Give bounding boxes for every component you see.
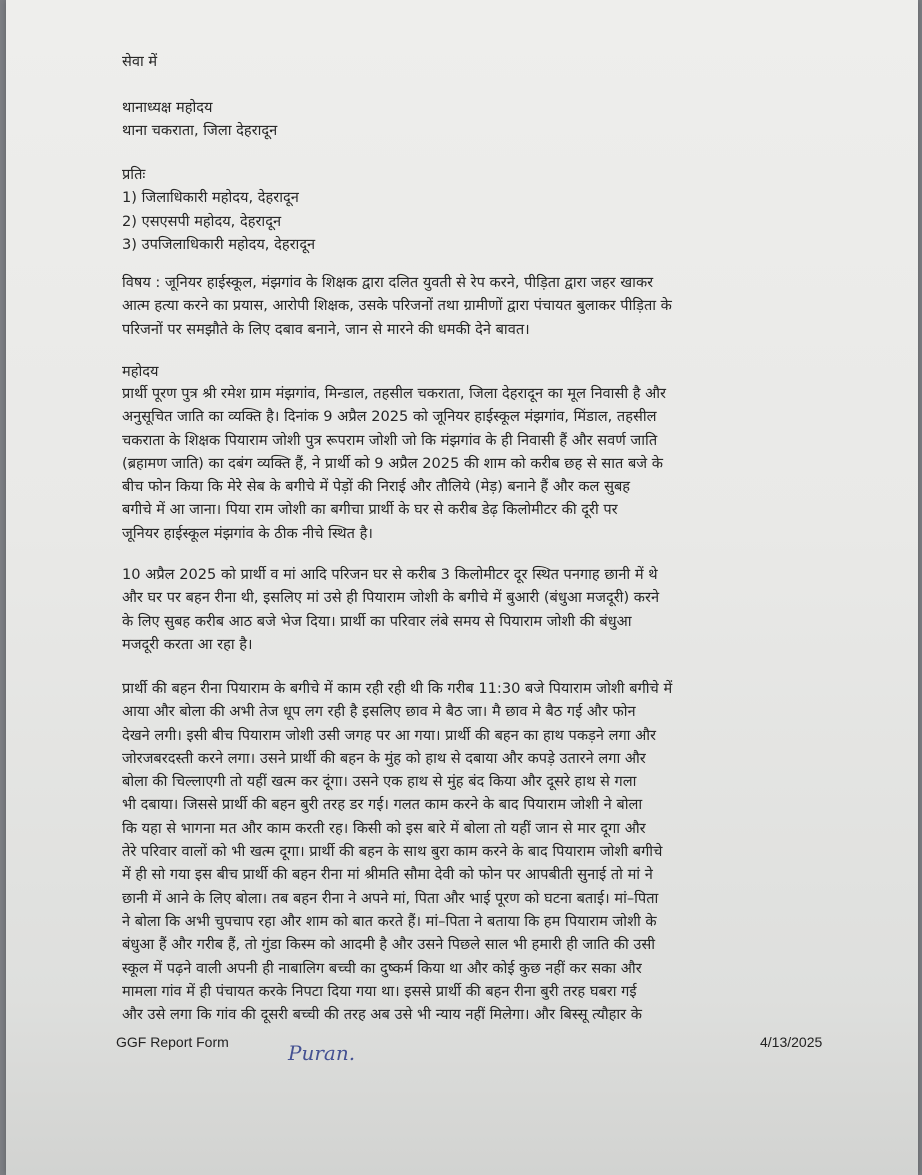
paragraph-line: में ही सो गया इस बीच प्रार्थी की बहन रीना मां श्रीमति सौमा देवी को फोन पर आपबीती सुनाई तो मां ने <box>122 866 653 884</box>
paragraph-line: जूनियर हाईस्कूल मंझगांव के ठीक नीचे स्थित है। <box>122 524 373 542</box>
paragraph-line: अनुसूचित जाति का व्यक्ति है। दिनांक 9 अप्रैल 2025 को जूनियर हाईस्कूल मंझगांव, मिंडाल, तहसील <box>122 408 657 426</box>
paragraph-line: मजदूरी करता आ रहा है। <box>122 635 253 653</box>
paragraph-line: के लिए सुबह करीब आठ बजे भेज दिया। प्रार्थी का परिवार लंबे समय से पियाराम जोशी की बंधुआ <box>122 612 632 630</box>
paragraph-line: आया और बोला की अभी तेज धूप लग रही है इसलिए छाव मे बैठ जा। मै छाव मे बैठ गई और फोन <box>122 703 636 721</box>
copy-to-list <box>122 163 315 256</box>
salutation-text: महोदय <box>122 363 159 380</box>
footer-date: 4/13/2025 <box>760 1034 823 1050</box>
paragraph-line: कि यहा से भागना मत और काम करती रह। किसी को इस बारे में बोला तो यहीं जान से मार दूगा और <box>122 819 646 837</box>
paragraph-line: देखने लगी। इसी बीच पियाराम जोशी उसी जगह पर आ गया। प्रार्थी की बहन का हाथ पकड़ने लगा और <box>122 726 656 744</box>
paragraph-line: और उसे लगा कि गांव की दूसरी बच्ची की तरह अब उसे भी न्याय नहीं मिलेगा। और बिस्सू त्यौहार के <box>122 1006 642 1024</box>
paragraph-line: जोरजबरदस्ती करने लगा। उसने प्रार्थी की बहन के मुंह को हाथ से दबाया और कपड़े उतारने लगा और <box>122 749 646 767</box>
officer-title: थानाध्यक्ष महोदय <box>122 99 213 116</box>
paragraph-line: बंधुआ हैं और गरीब हैं, तो गुंडा किस्म को आदमी है और उसने पिछले साल भी हमारी ही जाति की उसी <box>122 936 656 954</box>
letter-page <box>6 0 918 1175</box>
salutation <box>122 360 158 383</box>
paragraph-line: तेरे परिवार वालों को भी खत्म दूगा। प्रार्थी की बहन के साथ बुरा काम करने के बाद पियाराम जोशी बगीचे <box>122 843 663 861</box>
paragraph-line: और घर पर बहन रीना थी, इसलिए मां उसे ही पियाराम जोशी के बगीचे में बुआरी (बंधुआ मजदूरी) करने <box>122 589 660 607</box>
paragraph-line: स्कूल में पढ़ने वाली अपनी ही नाबालिग बच्ची का दुष्कर्म किया था और कोई कुछ नहीं कर सका और <box>122 959 642 977</box>
copy-recipient: 2) एसएसपी महोदय, देहरादून <box>122 212 282 230</box>
paragraph-line: छानी में आने के लिए बोला। तब बहन रीना ने अपने मां, पिता और भाई पूरण को घटना बताई। मां–पिता <box>122 889 659 907</box>
officer-address <box>122 96 277 143</box>
paragraph-line: चकराता के शिक्षक पियाराम जोशी पुत्र रूपराम जोशी जो कि मंझगांव के ही निवासी हैं और सवर्ण जाति <box>122 431 658 449</box>
subject-line: विषय : जूनियर हाईस्कूल, मंझगांव के शिक्षक द्वारा दलित युवती से रेप करने, पीड़िता द्वारा जहर खाकर <box>122 274 654 291</box>
subject-line: आत्म हत्या करने का प्रयास, आरोपी शिक्षक, उसके परिजनों तथा ग्रामीणों द्वारा पंचायत बुलाकर पीड़िता के <box>122 297 672 315</box>
copy-recipient: 1) जिलाधिकारी महोदय, देहरादून <box>122 189 299 207</box>
seva-mein: सेवा में <box>122 53 158 70</box>
officer-station: थाना चकराता, जिला देहरादून <box>122 122 278 140</box>
footer-form-name: GGF Report Form <box>116 1034 229 1050</box>
body-paragraph-3 <box>122 677 672 1026</box>
subject-line: परिजनों पर समझौते के लिए दबाव बनाने, जान से मारने की धमकी देने बावत। <box>122 320 530 338</box>
subject-paragraph <box>122 271 672 341</box>
paragraph-line: (ब्रहामण जाति) का दबंग व्यक्ति हैं, ने प्रार्थी को 9 अप्रैल 2025 की शाम को करीब छह से सात बजे के <box>122 454 663 472</box>
copy-recipient: 3) उपजिलाधिकारी महोदय, देहरादून <box>122 235 316 253</box>
body-paragraph-1 <box>122 382 666 545</box>
paragraph-line: प्रार्थी पूरण पुत्र श्री रमेश ग्राम मंझगांव, मिन्डाल, तहसील चकराता, जिला देहरादून का मूल निवासी है और <box>122 385 667 402</box>
handwritten-signature: Puran. <box>288 1041 356 1065</box>
paragraph-line: 10 अप्रैल 2025 को प्रार्थी व मां आदि परिजन घर से करीब 3 किलोमीटर दूर स्थित पनगाह छानी में थे <box>122 566 658 583</box>
paragraph-line: प्रार्थी की बहन रीना पियाराम के बगीचे में काम रही रही थी कि गरीब 11:30 बजे पियाराम जोशी बगीचे में <box>122 680 673 697</box>
copy-label: प्रतिः <box>122 166 146 183</box>
paragraph-line: बोला की चिल्लाएगी तो यहीं खत्म कर दूंगा। उसने एक हाथ से मुंह बंद किया और दूसरे हाथ से गला <box>122 773 637 791</box>
paragraph-line: भी दबाया। जिससे प्रार्थी की बहन बुरी तरह डर गई। गलत काम करने के बाद पियाराम जोशी ने बोला <box>122 796 643 814</box>
paragraph-line: ने बोला कि अभी चुपचाप रहा और शाम को बात करते हैं। मां–पिता ने बताया कि हम पियाराम जोशी के <box>122 912 657 930</box>
paragraph-line: मामला गांव में ही पंचायत करके निपटा दिया गया था। इससे प्रार्थी की बहन रीना बुरी तरह घबरा गई <box>122 982 637 1000</box>
addressee-line <box>122 50 157 73</box>
body-paragraph-2 <box>122 563 659 656</box>
paragraph-line: बीच फोन किया कि मेरे सेब के बगीचे में पेड़ों की निराई और तौलिये (मेड़) बनाने हैं और कल सुबह <box>122 478 631 496</box>
paragraph-line: बगीचे में आ जाना। पिया राम जोशी का बगीचा प्रार्थी के घर से करीब डेढ़ किलोमीटर की दूरी पर <box>122 501 618 519</box>
